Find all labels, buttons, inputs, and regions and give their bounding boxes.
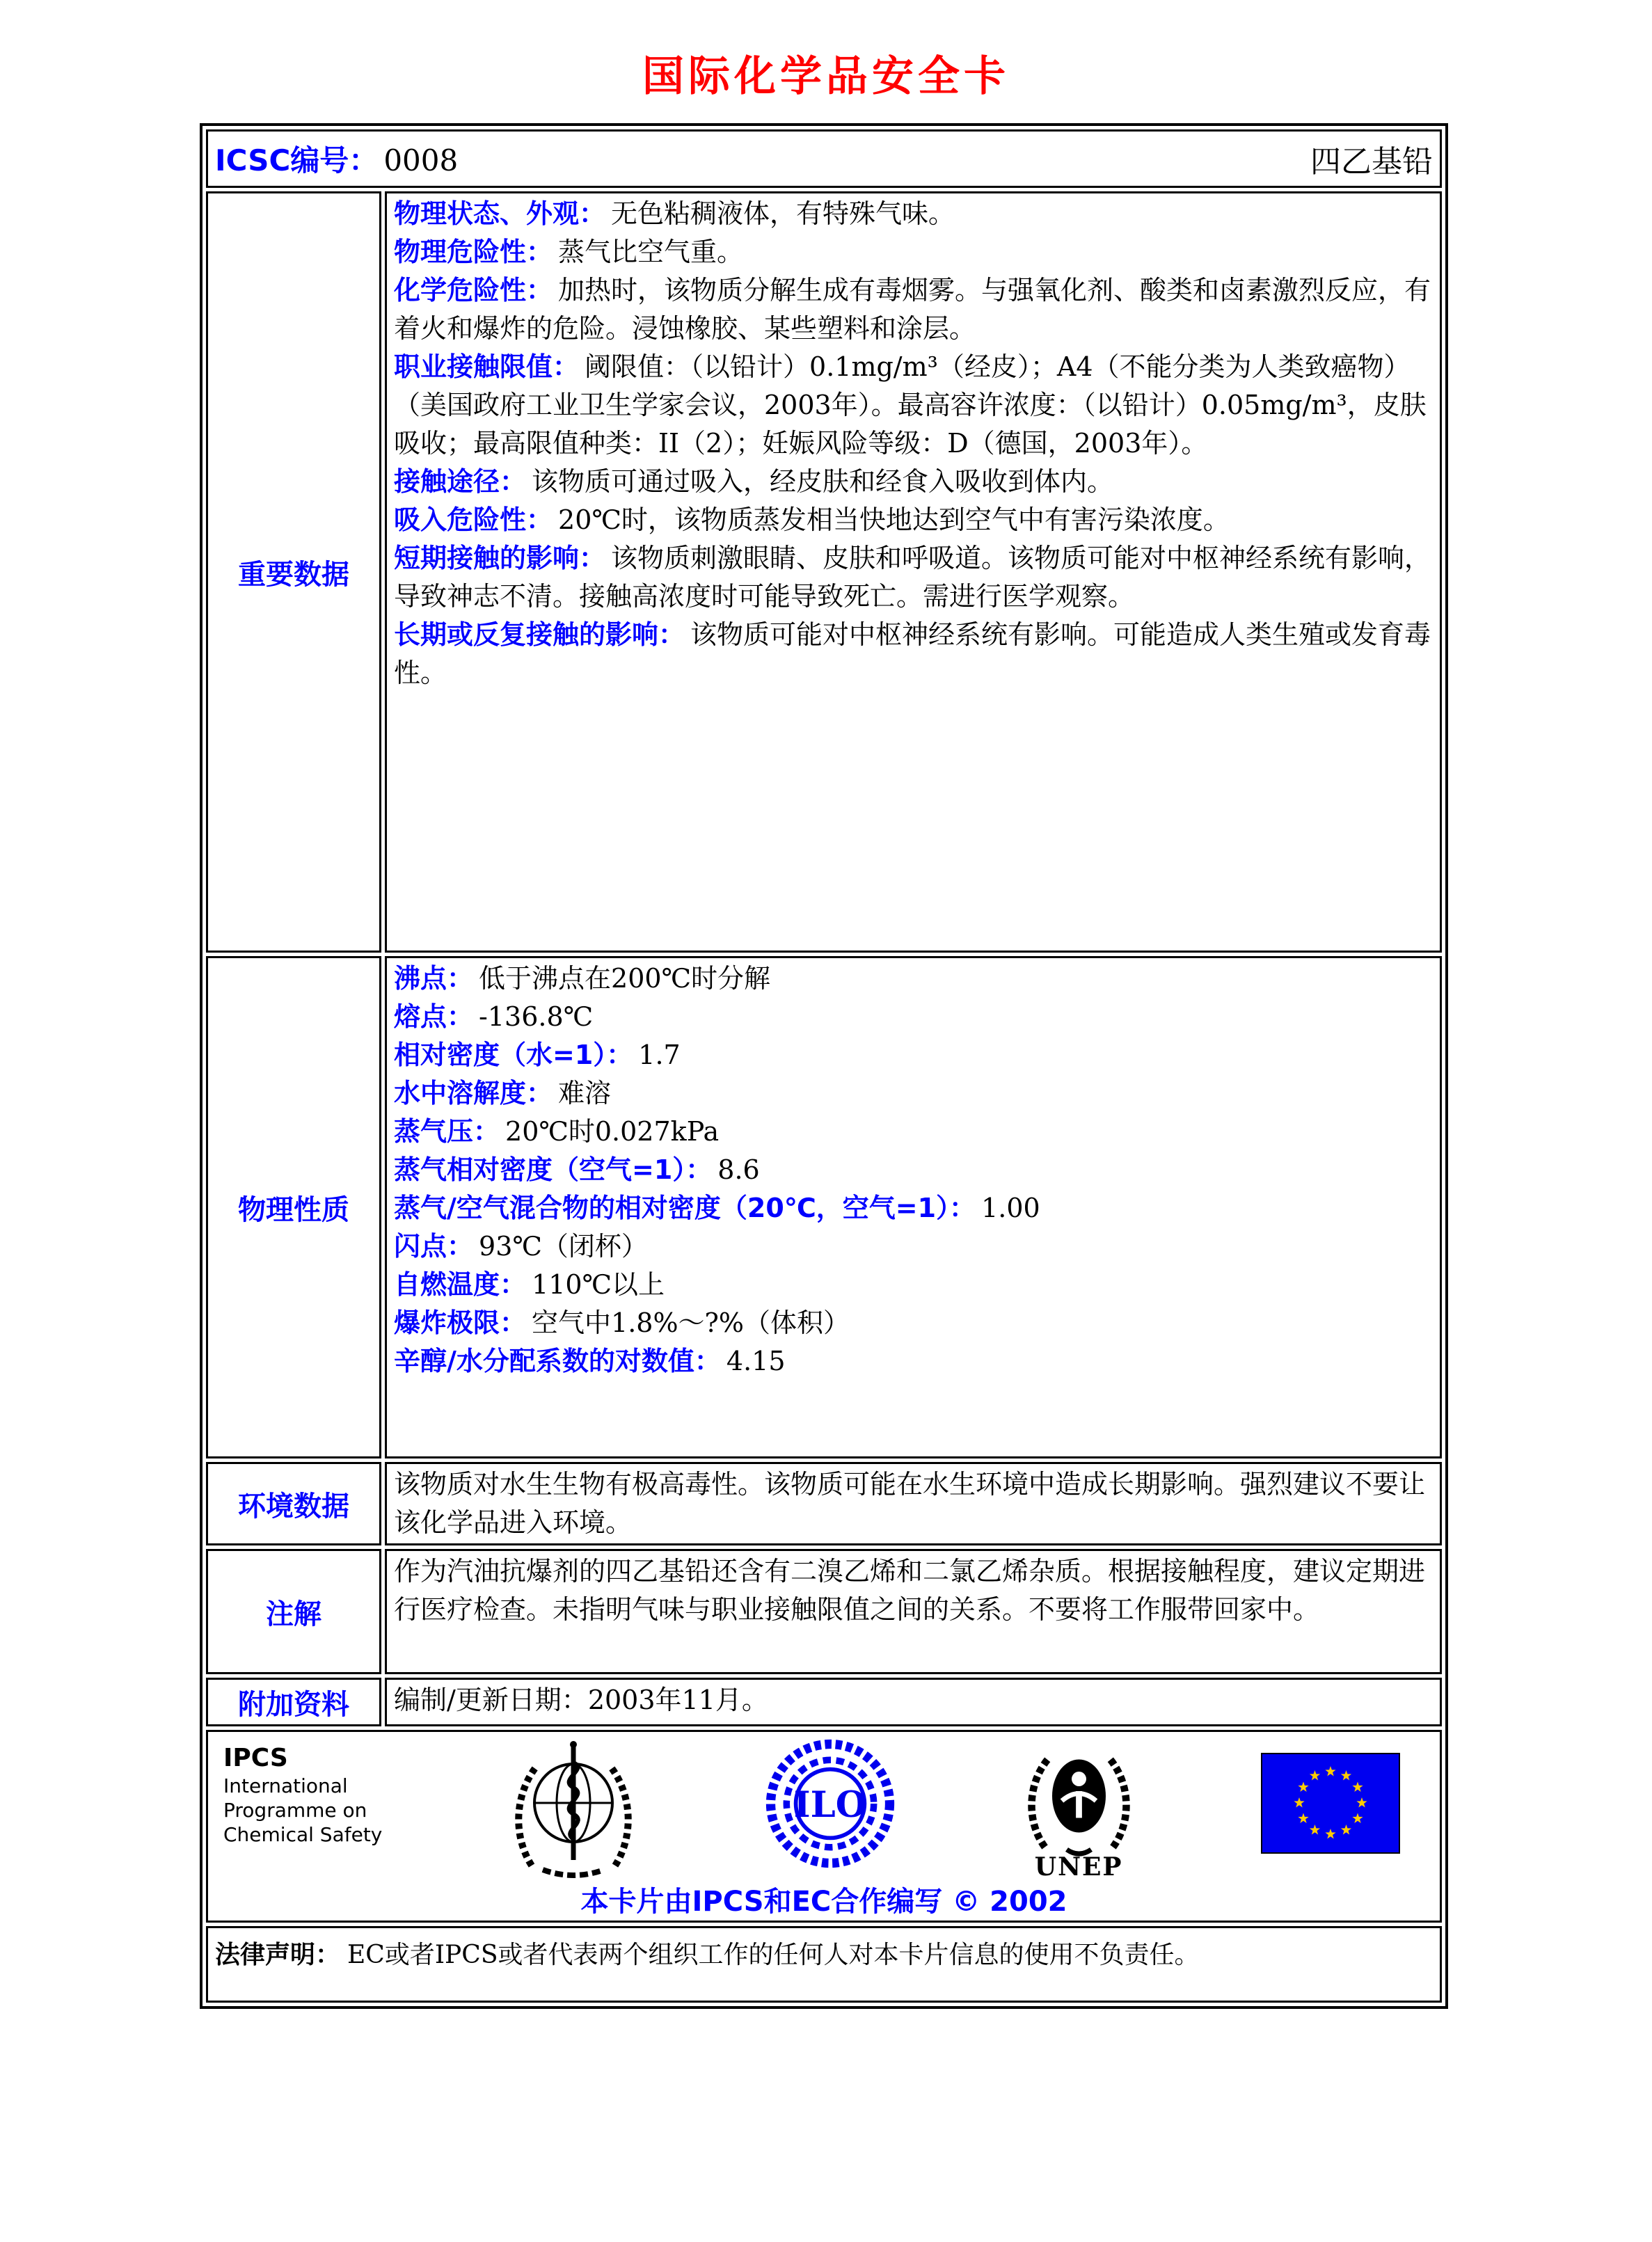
physical-item [394, 960, 1433, 998]
field-value: 20℃时，该物质蒸发相当快地达到空气中有害污染浓度。 [558, 504, 1230, 535]
ipcs-line: Chemical Safety [223, 1823, 383, 1846]
icsc-number-group [215, 138, 458, 180]
eu-flag-icon [1261, 1738, 1400, 1857]
field-label: 水中溶解度： [394, 1078, 553, 1108]
ipcs-line: International [223, 1774, 348, 1797]
physical-item [394, 1266, 1433, 1304]
important-item [394, 501, 1433, 539]
update-date-value: 2003年11月。 [587, 1685, 768, 1715]
field-value: 该物质可能对中枢神经系统有影响。可能造成人类生殖或发育毒性。 [394, 619, 1431, 688]
important-item [394, 195, 1433, 233]
field-label: 相对密度（水=1）： [394, 1040, 633, 1070]
header-cell [206, 129, 1442, 188]
field-value: 20℃时0.027kPa [505, 1116, 720, 1147]
field-value: 蒸气比空气重。 [558, 237, 744, 267]
additional-item [394, 1681, 1433, 1719]
legal-notice-row [206, 1926, 1442, 2003]
environmental-data-row [206, 1462, 1442, 1545]
additional-info-row [206, 1678, 1442, 1726]
important-item [394, 616, 1433, 692]
section-label-notes: 注解 [206, 1549, 381, 1674]
field-value: 8.6 [717, 1154, 760, 1185]
icsc-number-label: ICSC编号： [215, 143, 379, 177]
update-date-label: 编制/更新日期： [394, 1685, 588, 1715]
field-label: 自燃温度： [394, 1269, 527, 1300]
environment-text: 该物质对水生生物有极高毒性。该物质可能在水生环境中造成长期影响。强烈建议不要让该化学品进入环境。 [394, 1469, 1426, 1538]
field-value: 空气中1.8%～?%（体积） [532, 1307, 850, 1338]
field-value: 加热时，该物质分解生成有毒烟雾。与强氧化剂、酸类和卤素激烈反应，有着火和爆炸的危险。浸蚀橡胶、某些塑料和涂层。 [394, 275, 1431, 344]
footer-logos-row [206, 1730, 1442, 1923]
notes-text: 作为汽油抗爆剂的四乙基铅还含有二溴乙烯和二氯乙烯杂质。根据接触程度，建议定期进行医疗检查。未指明气味与职业接触限值之间的关系。不要将工作服带回家中。 [394, 1556, 1426, 1625]
field-value: 难溶 [558, 1078, 612, 1108]
section-content-important-data [385, 191, 1442, 953]
field-label: 闪点： [394, 1231, 474, 1262]
physical-item [394, 998, 1433, 1036]
physical-item [394, 1151, 1433, 1189]
physical-item [394, 1113, 1433, 1151]
svg-text:ILO: ILO [793, 1784, 867, 1826]
field-label: 职业接触限值： [394, 351, 580, 382]
field-label: 物理状态、外观： [394, 198, 606, 229]
icsc-card-table [200, 123, 1448, 2009]
important-item [394, 271, 1433, 348]
legal-notice-text: EC或者IPCS或者代表两个组织工作的任何人对本卡片信息的使用不负责任。 [347, 1941, 1200, 1969]
section-content-environmental-data [385, 1462, 1442, 1545]
notes-row [206, 1549, 1442, 1674]
important-data-row [206, 191, 1442, 953]
field-label: 蒸气相对密度（空气=1）： [394, 1154, 713, 1185]
important-item [394, 348, 1433, 463]
section-label-physical-properties: 物理性质 [206, 956, 381, 1458]
section-label-environmental-data: 环境数据 [206, 1462, 381, 1545]
field-value: 阈限值：（以铅计）0.1mg/m³（经皮）；A4（不能分类为人类致癌物）（美国政府工业卫生学家会议，2003年）。最高容许浓度：（以铅计）0.05mg/m³，皮肤吸收；最高限值种类：II（2）；妊娠风险等级：D（德国，2003年）。 [394, 351, 1427, 459]
physical-item [394, 1036, 1433, 1074]
important-item [394, 233, 1433, 271]
field-label: 爆炸极限： [394, 1307, 527, 1338]
field-value: 无色粘稠液体，有特殊气味。 [611, 198, 955, 229]
field-value: 4.15 [726, 1346, 786, 1376]
section-content-notes [385, 1549, 1442, 1674]
important-item [394, 463, 1433, 501]
header-row [206, 129, 1442, 188]
field-value: 低于沸点在200℃时分解 [479, 963, 771, 994]
physical-item [394, 1227, 1433, 1266]
physical-item [394, 1189, 1433, 1227]
physical-item [394, 1074, 1433, 1113]
field-label: 辛醇/水分配系数的对数值： [394, 1346, 721, 1376]
field-value: 1.00 [981, 1193, 1040, 1223]
legal-notice-cell [206, 1926, 1442, 2003]
section-label-important-data: 重要数据 [206, 191, 381, 953]
copyright-text: © 2002 [952, 1886, 1067, 1918]
field-value: -136.8℃ [479, 1001, 594, 1032]
legal-notice-label: 法律声明： [215, 1941, 341, 1969]
section-content-additional-info [385, 1678, 1442, 1726]
field-label: 长期或反复接触的影响： [394, 619, 685, 650]
ipcs-line: Programme on [223, 1799, 367, 1822]
field-label: 熔点： [394, 1001, 474, 1032]
unep-icon [1018, 1738, 1140, 1882]
physical-item [394, 1304, 1433, 1342]
cooperation-text: 本卡片由IPCS和EC合作编写 [580, 1886, 943, 1918]
section-content-physical-properties [385, 956, 1442, 1458]
field-label: 蒸气压： [394, 1116, 500, 1147]
field-value: 该物质刺激眼睛、皮肤和呼吸道。该物质可能对中枢神经系统有影响，导致神志不清。接触高浓度时可能导致死亡。需进行医学观察。 [394, 543, 1431, 612]
chemical-name: 四乙基铅 [1310, 144, 1433, 180]
who-icon [504, 1738, 643, 1886]
important-item [394, 539, 1433, 616]
field-label: 接触途径： [394, 466, 527, 497]
field-label: 蒸气/空气混合物的相对密度（20℃，空气=1）： [394, 1193, 976, 1223]
field-label: 短期接触的影响： [394, 543, 606, 573]
field-label: 沸点： [394, 963, 474, 994]
ipcs-text-block [223, 1738, 382, 1847]
field-value: 1.7 [638, 1040, 681, 1070]
page-title: 国际化学品安全卡 [642, 52, 1010, 101]
section-label-additional-info: 附加资料 [206, 1678, 381, 1726]
field-label: 化学危险性： [394, 275, 553, 305]
field-label: 吸入危险性： [394, 504, 553, 535]
cooperation-caption [209, 1879, 1438, 1919]
physical-properties-row [206, 956, 1442, 1458]
field-value: 该物质可通过吸入，经皮肤和经食入吸收到体内。 [532, 466, 1114, 497]
physical-item [394, 1342, 1433, 1381]
field-value: 110℃以上 [532, 1269, 665, 1300]
field-value: 93℃（闭杯） [479, 1231, 648, 1262]
icsc-number-value: 0008 [383, 143, 459, 177]
ipcs-acronym: IPCS [223, 1744, 288, 1772]
unep-wordmark: UNEP [1034, 1852, 1123, 1882]
field-label: 物理危险性： [394, 237, 553, 267]
footer-logos-cell [206, 1730, 1442, 1923]
ilo-icon [764, 1738, 896, 1873]
